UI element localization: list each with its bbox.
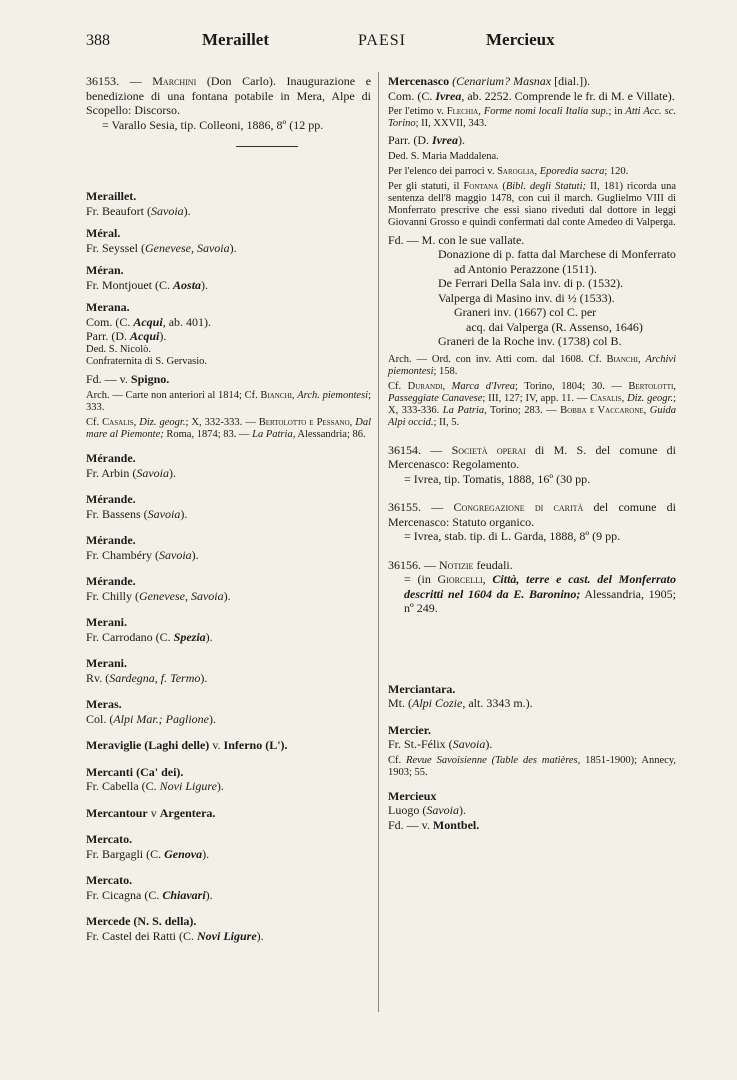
text-run: ; X, 333-336. [388,392,676,416]
headword-merande: Mérande. [86,574,136,588]
entry-line [86,466,371,481]
feud-line: De Ferrari Della Sala inv. di p. (1532). [438,276,624,290]
text-run: Fr. Beaufort ( [86,203,151,218]
entry-imprint: = Varallo Sesia, tip. Colleoni, 1886, 8º (12 pp. [102,117,324,132]
text-run: ). [256,928,264,943]
smallcaps-run: Saroglia [497,165,535,177]
headword-meraillet: Meraillet. [86,189,137,203]
text-run: Com. (C. [86,314,134,329]
smallcaps-run: Casalis [102,417,134,428]
text-run: Fr. Bassens ( [86,506,148,521]
smallcaps-run: Bertolotto e Pessano [258,417,350,428]
text-run: , [673,380,676,392]
entry-number: 36154. — [388,442,443,457]
headword-mercantour [86,806,371,821]
entry-line [86,241,371,256]
italic-run: Acqui [130,329,160,343]
text-run: Luogo ( [388,803,427,817]
entry-36153 [86,74,371,118]
text-run: ; II, 5. [433,416,460,428]
text-run: Per gli statuti, il [388,180,464,192]
text-run: Parr. (D. [86,329,130,343]
entry-author: Marchini [152,74,197,88]
smallcaps-run: Società operai [451,442,526,457]
left-column [86,74,371,943]
text-run: ; III, 127; IV, app. 11. — [482,392,591,404]
bibliography-note [388,381,676,429]
entry-line: Ded. S. Maria Maddalena. [388,150,499,162]
entry-line [388,696,676,711]
entry-36154 [388,443,676,472]
text-run: ; II, XXVII, 343. [415,118,487,129]
text-run: , ab. 2252. Comprende le fr. di M. e Villate). [461,88,675,103]
text-run: Fr. Seyssel ( [86,240,146,255]
text-run: v [147,805,160,820]
italic-run: Bibl. degli Statuti; [505,180,586,192]
bibliography-note [86,417,371,441]
entry-line [388,803,676,818]
text-run: ; in [608,106,626,117]
entry-line [86,204,371,219]
smallcaps-run: Bianchi [260,390,292,401]
smallcaps-run: Fontana [463,180,499,192]
italic-run: Archivi piemontesi [388,353,676,377]
parish-note [388,166,676,178]
entry-imprint: = Ivrea, stab. tip. di L. Garda, 1888, 8º (9 pp. [404,529,621,543]
text-run: Fr. Cicagna (C. [86,887,163,902]
text-run: ). [458,133,465,147]
italic-run: Sardegna, f. Termo [109,670,201,685]
text-run: ; Torino, 1804; 30. — [515,380,629,392]
text-run: , [643,404,647,416]
headword-merande: Mérande. [86,533,136,547]
italic-run: Guida Alpi occid. [388,404,676,428]
text-run: Per l'elenco dei parroci v. [388,165,498,177]
bold-italic-run: Città, terre e cast. del Monferrato descritti nel 1604 da E. Baronino; [404,572,676,601]
feud-line: acq. dai Valperga (R. Assenso, 1646) [466,319,643,334]
italic-run: Marca d'Ivrea [451,380,516,392]
headword-meran: Méran. [86,263,124,277]
text-run: Com. (C. [388,88,436,103]
text-run: ). [183,203,191,218]
text-run: ). [200,670,208,685]
text-run: Cf. [388,380,408,392]
bold-run: Argentera. [159,805,216,820]
entry-line [86,548,371,563]
bold-run: Mercenasco [388,74,450,88]
running-head-left: Meraillet [202,30,270,49]
entry-line [86,779,371,794]
text-run: , [133,417,140,428]
headword-merana: Merana. [86,300,130,314]
entry-number: 36153. — [86,74,142,88]
text-run: 1851-1900); Annecy, 1903; 55. [388,754,677,778]
text-run: ). [485,737,493,751]
text-run: ). [223,588,231,603]
archive-note [86,390,371,414]
text-run: Fr. Arbin ( [86,465,137,480]
text-run: , alt. 3343 m.). [462,696,533,710]
italic-run: Novi Ligure [197,928,257,943]
text-run: Arch. — Ord. con inv. Atti com. dal 1608. Cf. [388,353,607,365]
italic-run: Spezia [173,629,206,644]
italic-run: Revue Savoisienne (Table des matières, [406,754,581,766]
headword-mercieux: Mercieux [388,788,437,803]
headword-mercier: Mercier. [388,722,431,737]
text-run: ). [201,277,209,292]
text-run: = (in [404,572,438,586]
headword-merani: Merani. [86,615,127,629]
text-run: Fr. Chilly ( [86,588,140,603]
italic-run: Eporedia sacra [539,165,605,177]
headword-mercanti: Mercanti (Ca' dei). [86,764,184,779]
text-run: Mt. ( [388,696,412,710]
entry-line [86,278,371,293]
smallcaps-run: Bobba e Vaccarone [560,404,644,416]
text-run: ; 333. [86,390,371,413]
text-run: ; X, 332-333. — [185,417,259,428]
text-run: Parr. (D. [388,133,432,147]
text-run: ; 158. [433,365,458,377]
text-run: Fd. — v. [388,817,433,832]
headword-mercenasco [388,74,676,89]
italic-run: Savoia [159,547,192,562]
entry-line [86,888,371,903]
entry-number: 36155. — [388,500,444,514]
entry-line [388,89,676,104]
entry-line [388,737,676,752]
entry-line [86,507,371,522]
text-run: ). [159,329,167,343]
right-column [388,74,676,832]
text-run: ). [180,506,188,521]
text-run: , [621,392,628,404]
entry-line [86,712,371,727]
text-run: feudali. [473,557,513,572]
statutes-note [388,181,676,229]
headword-merande: Mérande. [86,451,136,465]
headword-meraviglie [86,738,371,753]
text-run: , Alessandria; 86. [292,429,366,440]
headword-merande: Mérande. [86,492,136,506]
text-run: [dial.]). [551,74,591,88]
italic-run: Chiavari [162,887,206,902]
bold-run: Montbel. [432,817,480,832]
italic-run: Savoia [147,506,181,521]
smallcaps-run: Bianchi [606,353,638,365]
feud-line: Donazione di p. fatta dal Marchese di Monferrato ad Antonio Perazzone (1511). [438,247,676,276]
italic-run: Diz. geogr. [627,392,674,404]
text-run: Roma, 1874; 83. — [163,429,253,440]
column-divider [378,72,379,1012]
bold-run: Mercantour [86,805,148,820]
italic-run: Dal mare al Piemonte; [86,417,372,440]
entry-title: (Don Carlo). Inaugurazione e benedizione di una fontana potabile in Mera, Alpe di Scopello: Discorso. [86,74,372,117]
italic-run: Novi Ligure [159,779,217,793]
feud-line: Valperga di Masino inv. di ½ (1533). [438,290,615,305]
text-run: Cf. [388,754,407,766]
text-run: Rv. ( [86,670,110,685]
italic-run: Ivrea [432,133,458,147]
text-run: Fr. Bargagli (C. [86,846,165,861]
smallcaps-run: Bertolotti [628,380,674,392]
entry-line: Ded. S. Nicolò. [86,343,152,355]
text-run: di M. S. del comune di Mercenasco: Regolamento. [388,442,677,471]
italic-run: Acqui [133,314,163,329]
text-run: Arch. — Carte non anteriori al 1814; Cf. [86,390,261,401]
text-run: , [442,380,452,392]
headword-mercato: Mercato. [86,832,133,846]
text-run: Fr. Carrodano (C. [86,629,174,644]
italic-run: Savoia [136,465,170,480]
italic-run: Ivrea [435,88,462,103]
italic-run: Genevese, Savoia [145,240,230,255]
text-run: , Torino; 283. — [484,404,561,416]
text-run: Fr. Montjouet (C. [86,277,174,292]
italic-run: Aosta [173,277,202,292]
text-run: Fr. Chambéry ( [86,547,159,562]
entry-36156 [388,558,676,573]
entry-36155 [388,500,676,529]
text-run: ( [498,180,506,192]
text-run: ). [169,465,177,480]
archive-note [388,354,676,378]
feud-line: Fd. — M. con le sue vallate. [388,232,525,247]
text-run: ). [202,846,210,861]
entry-line [388,818,676,833]
text-run: , [482,572,493,586]
text-run: ). [459,803,466,817]
entry-line [86,929,371,944]
text-run: Col. ( [86,711,114,726]
entry-line [388,133,676,148]
running-head-center: PAESI [358,32,406,49]
bibliography-note [388,755,676,779]
text-run: ). [229,240,237,255]
entry-line [86,329,371,344]
headword-meras: Meras. [86,697,122,711]
smallcaps-run: Giorcelli [437,572,483,586]
text-run: ). [205,629,213,644]
italic-run: (Cenarium? Masnax [452,74,552,88]
italic-run: Genevese, Savoia [139,588,224,603]
italic-run: Arch. piemontesi [297,390,369,401]
headword-merani: Merani. [86,656,127,670]
text-run: del comune di Mercenasco: Statuto organico. [388,500,677,529]
text-run: Fr. Castel dei Ratti (C. [86,928,197,943]
feud-line: Graneri inv. (1667) col C. per [454,305,597,319]
bold-run: Spigno. [130,371,170,386]
italic-run: La Patria [252,429,293,440]
entry-line: Confraternita di S. Gervasio. [86,355,208,367]
text-run: ). [205,887,213,902]
text-run: , ab. 401). [162,314,212,329]
entry-line [86,671,371,686]
italic-run: Atti Acc. sc. Torino [388,106,676,129]
italic-run: Passeggiate Canavese [388,392,483,404]
text-run: , [478,106,484,117]
text-run: , [637,353,646,365]
smallcaps-run: Casalis [590,392,622,404]
entry-line [86,315,371,330]
italic-run: Diz. geogr. [139,417,186,428]
smallcaps-run: Congregazione di carità [453,500,584,514]
text-run: Alessandria, 1905; nº 249. [404,586,676,615]
headword-mercato: Mercato. [86,873,133,887]
text-run: Fr. St.-Félix ( [388,737,453,751]
etymology-note [388,106,676,130]
feud-line: Graneri de la Roche inv. (1738) col B. [438,334,622,348]
italic-run: Genova [164,846,203,861]
text-run: Fr. Cabella (C. [86,779,160,793]
text-run: ). [216,779,224,793]
italic-run: Savoia [452,737,486,751]
entry-line [86,372,371,387]
text-run: , [534,165,540,177]
headword-meral: Méral. [86,226,121,240]
text-run: II, 181) ricorda una sentenza dell'8 maggio 1478, con cui il march. Guglielmo VIII di Monferrato prescrive che essi siano riveduti dal dottore in leggi Giovanni Grosso e quindi confermati dal conte Amedeo di Valperga. [388,180,676,228]
running-head-right: Mercieux [486,30,555,49]
smallcaps-run: Notizie [439,557,474,572]
text-run: ; 120. [604,165,629,177]
entry-imprint [388,572,676,616]
entry-number: 36156. — [388,557,436,572]
italic-run: Savoia [426,803,459,817]
page-header [86,30,676,54]
headword-merciantara: Merciantara. [388,681,456,696]
text-run: Cf. [86,417,103,428]
text-run: , [349,417,356,428]
bold-run: Meraviglie (Laghi delle) [86,738,210,752]
italic-run: Forme nomi locali Italia sup. [483,106,609,117]
text-run: ). [191,547,199,562]
text-run: Fd. — v. [86,371,131,386]
italic-run: Alpi Mar.; Paglione [113,711,209,726]
headword-mercede: Mercede (N. S. della). [86,914,197,928]
text-run: Per l'etimo v. [388,106,447,117]
page-number: 388 [86,32,110,49]
entry-line [86,630,371,645]
bold-run: Inferno (L'). [223,738,288,752]
smallcaps-run: Durandi [407,380,443,392]
entry-imprint: = Ivrea, tip. Tomatis, 1888, 16º (30 pp. [404,471,591,486]
italic-run: La Patria [442,404,485,416]
entry-line [86,589,371,604]
italic-run: Alpi Cozie [412,696,463,710]
text-run: v. [209,738,224,752]
text-run: , [291,390,295,401]
italic-run: Savoia [151,203,184,218]
text-run: ). [209,711,216,726]
smallcaps-run: Flechia [446,106,479,117]
entry-line [86,847,371,862]
